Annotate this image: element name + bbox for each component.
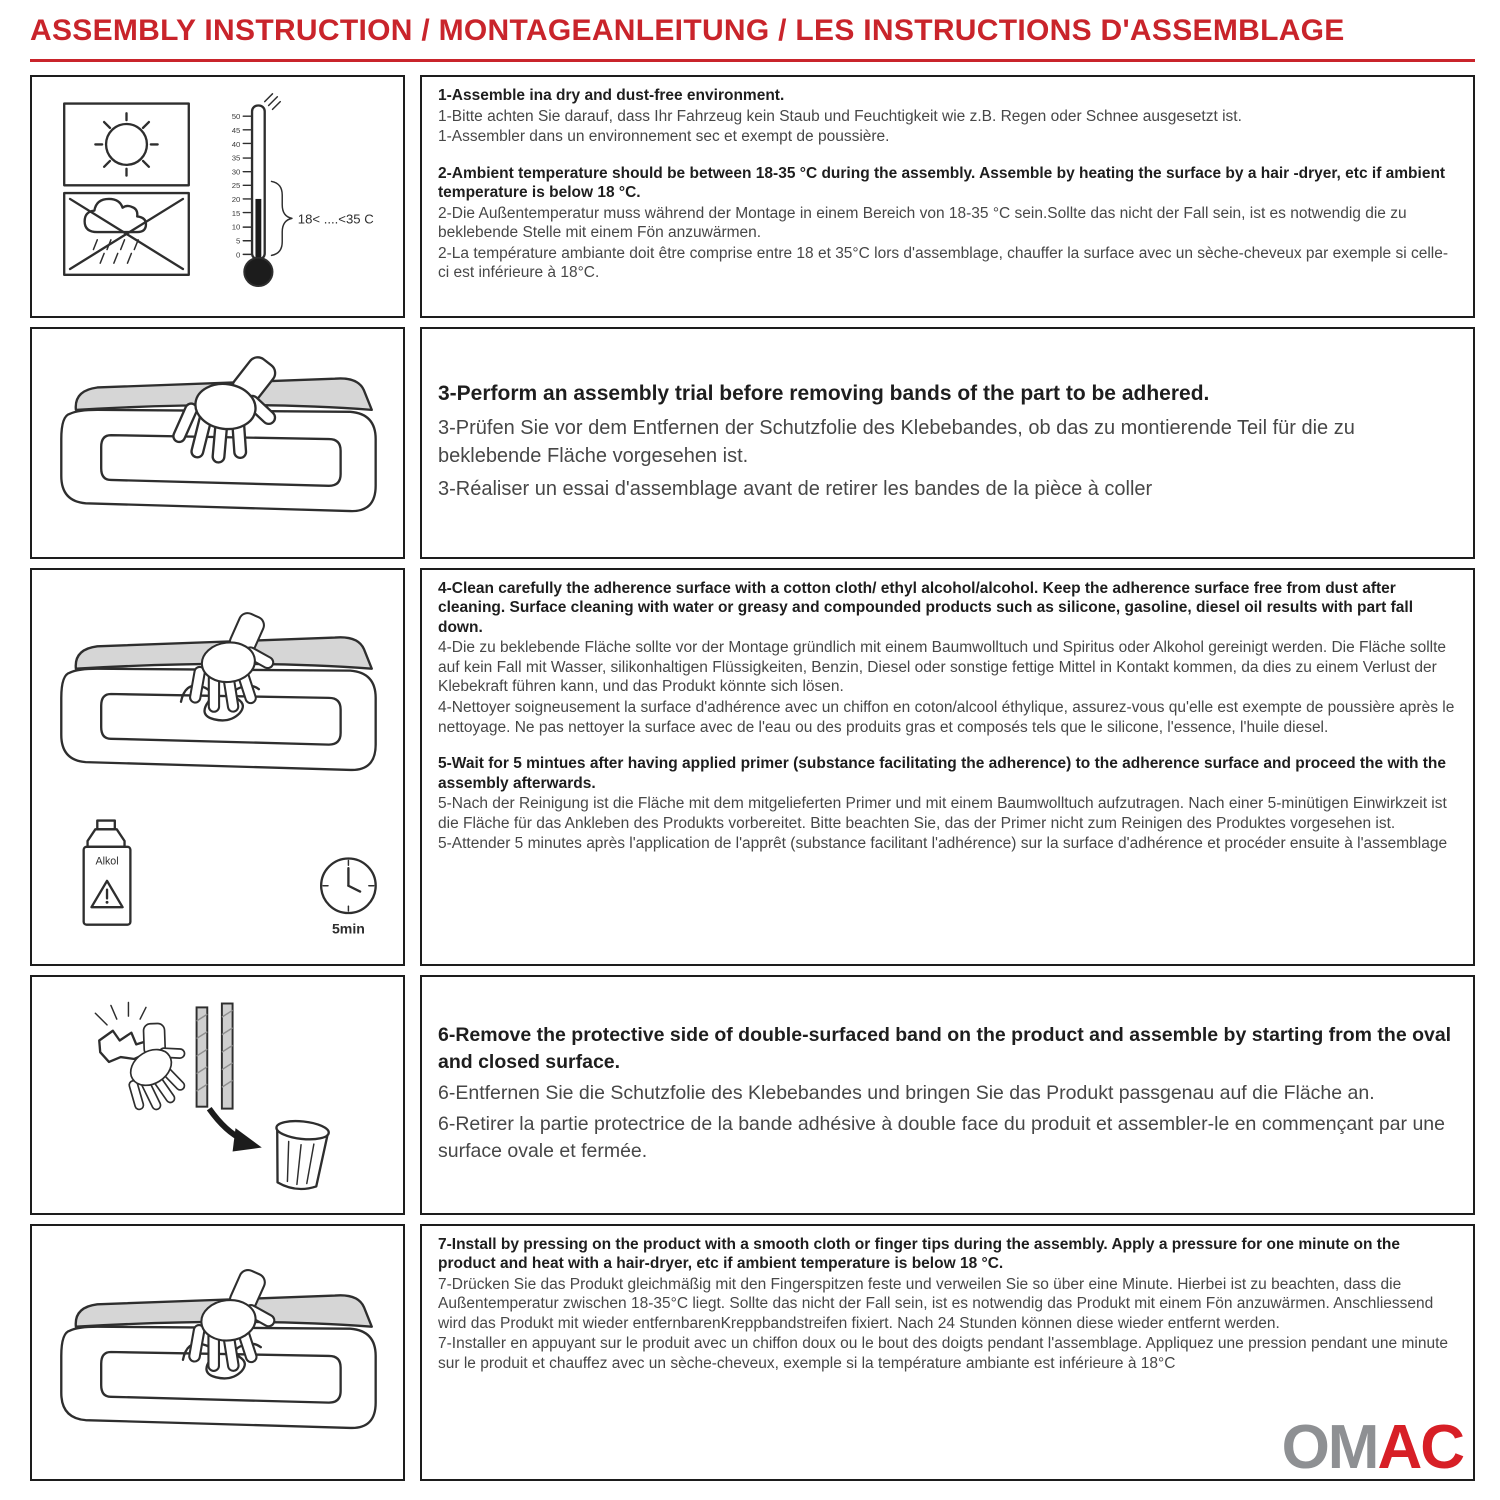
instruction-text: 2-La température ambiante doit être comprise entre 18 et 35°C lors d'assemblage, chauffer la surface avec un sèche-cheveux par exemple si celle-ci est inférieure à 18°C.	[438, 244, 1449, 282]
thermometer-scale-value: 20	[231, 195, 241, 205]
omac-logo-gray: OM	[1281, 1412, 1378, 1482]
instruction-text: 7-Drücken Sie das Produkt gleichmäßig mit den Fingerspitzen feste und verweilen Sie so über eine Minute. Hierbei ist zu beachten, dass die Außentemperatur zwischen 18-35°C liegt. Sollte das nicht der Fall sein, ist es notwendig das Produkt mit einem Fön anzuwärmen. Anschliessend wird das Produkt mit wieder entfernbarenKreppbandstreifen fixiert. Nach 24 Stunden können diese wieder entfernt werden.	[438, 1275, 1434, 1332]
instruction-text: 3-Réaliser un essai d'assemblage avant de retirer les bandes de la pièce à coller	[438, 477, 1153, 500]
thermometer-scale-value: 35	[231, 153, 241, 163]
instruction-heading: 6-Remove the protective side of double-surfaced band on the product and assemble by starting from the oval and closed surface.	[438, 1024, 1452, 1074]
instruction-heading: 1-Assemble ina dry and dust-free environment.	[438, 87, 785, 104]
thermometer-scale-value: 25	[231, 181, 241, 191]
thermometer-scale-value: 50	[231, 112, 241, 122]
wait-time-label: 5min	[331, 920, 365, 937]
instruction-text: 6-Entfernen Sie die Schutzfolie des Klebebandes und bringen Sie das Produkt passgenau auf die Fläche an.	[438, 1081, 1375, 1104]
clock-icon	[321, 858, 376, 913]
instruction-text: 3-Prüfen Sie vor dem Entfernen der Schutzfolie des Klebebandes, ob das zu montierende Teil für die zu beklebende Fläche vorgesehen ist.	[438, 416, 1355, 467]
trash-bin-icon	[270, 1119, 329, 1192]
instruction-text: 4-Nettoyer soigneusement la surface d'adhérence avec un chiffon en coton/alcool éthylique, assurez-vous qu'elle est exempte de poussière après le nettoyage. Ne pas nettoyer la surface avec de l'eau ou des produits gras et composés tels que le silicone, l'essence, l'huile diesel.	[438, 699, 1455, 736]
arrow-to-bin	[209, 1109, 262, 1152]
crinkle-lines	[95, 1002, 146, 1024]
document-header	[30, 4, 1475, 62]
thermometer-scale-value: 40	[231, 139, 241, 149]
instruction-text: 5-Attender 5 minutes après l'application de l'apprêt (substance facilitant l'adhérence) sur la surface d'adhérence et procéder ensuite à l'assemblage	[438, 835, 1448, 853]
thermometer-scale-value: 10	[231, 222, 241, 232]
instruction-heading: 3-Perform an assembly trial before removing bands of the part to be adhered.	[438, 382, 1210, 406]
thermometer-icon	[243, 94, 280, 286]
instructions-trial	[420, 327, 1475, 559]
instruction-sheet	[30, 75, 1475, 1481]
illustration-trial-fit	[30, 327, 405, 559]
sun-icon	[95, 113, 157, 175]
instruction-heading: 7-Install by pressing on the product with a smooth cloth or finger tips during the assembly. Apply a pressure for one minute on the product and heat with a hair-dryer, etc if ambient temperature is below 18 °C.	[438, 1235, 1400, 1273]
instruction-heading: 4-Clean carefully the adherence surface with a cotton cloth/ ethyl alcohol/alcohol. Keep the adherence surface free from dust after cleaning. Surface cleaning with water or greasy and compounded products such as silicone, gasoline, diesel oil results with part fall down.	[438, 579, 1414, 636]
illustration-environment	[30, 75, 405, 318]
section-remove-band	[30, 975, 1475, 1215]
instructions-remove-band	[420, 975, 1475, 1215]
thermometer-scale-value: 30	[231, 167, 241, 177]
section-assembly-trial	[30, 327, 1475, 559]
instructions-cleaning	[420, 568, 1475, 966]
bottle-label: Alkol	[95, 855, 119, 868]
omac-logo	[1281, 1412, 1463, 1482]
instructions-press	[420, 1224, 1475, 1481]
thermometer-ticks	[243, 116, 252, 254]
section-press-install	[30, 1224, 1475, 1481]
illustration-cleaning	[30, 568, 405, 966]
thermometer-scale-value: 45	[231, 125, 241, 135]
hand-icon	[99, 1012, 205, 1120]
instruction-text: 7-Installer en appuyant sur le produit avec un chiffon doux ou le bout des doigts pendant l'assemblage. Appliquez une pression pendant une minute sur le produit et chauffez avec un sèche-cheveux, exemple si la température ambiante est inférieure à 18°C	[438, 1335, 1449, 1372]
temperature-range-label: 18< ....<35 C	[297, 211, 374, 227]
thermometer-scale-value: 15	[231, 208, 241, 218]
illustration-remove-band	[30, 975, 405, 1215]
instruction-text: 1-Bitte achten Sie darauf, dass Ihr Fahrzeug kein Staub und Feuchtigkeit wie z.B. Regen oder Schnee ausgesetzt ist.	[438, 107, 1242, 125]
instructions-environment	[420, 75, 1475, 318]
instruction-text: 2-Die Außentemperatur muss während der Montage in einem Bereich von 18-35 °C sein.Sollte das nicht der Fall sein, ist es notwendig die zu beklebende Stelle mit einem Fön anzuwärmen.	[438, 204, 1407, 242]
instruction-text: 4-Die zu beklebende Fläche sollte vor der Montage gründlich mit einem Baumwolltuch und Spiritus oder Alkohol gereinigt werden. Die Fläche sollte auf kein Fall mit Wasser, silikonhaltigen Flüssigkeiten, Benzin, Diesel oder sonstige fettige Mittel in Kontakt kommen, da dies zu einem Verlust der Klebekraft führen kann, und das Produkt könnte sich lösen.	[438, 639, 1447, 696]
instruction-text: 6-Retirer la partie protectrice de la bande adhésive à double face du produit et assembler-le en commençant par une surface ovale et fermée.	[438, 1112, 1446, 1162]
page-title: ASSEMBLY INSTRUCTION / MONTAGEANLEITUNG / LES INSTRUCTIONS D'ASSEMBLAGE	[30, 14, 1345, 47]
adhesive-strips	[197, 1003, 233, 1108]
section-clean-primer	[30, 568, 1475, 966]
instruction-text: 1-Assembler dans un environnement sec et exempt de poussière.	[438, 128, 890, 146]
omac-logo-red: AC	[1377, 1412, 1463, 1482]
section-environment-temperature	[30, 75, 1475, 318]
no-rain-icon	[70, 199, 183, 269]
thermometer-scale-value: 0	[236, 250, 241, 260]
instruction-heading: 2-Ambient temperature should be between 18-35 °C during the assembly. Assemble by heating the surface by a hair -dryer, etc if ambient temperature is below 18 °C.	[438, 164, 1446, 202]
instruction-heading: 5-Wait for 5 mintues after having applied primer (substance facilitating the adherence) to the adherence surface and proceed the with the assembly afterwards.	[438, 755, 1446, 792]
thermometer-scale-value: 5	[236, 236, 241, 246]
illustration-press	[30, 1224, 405, 1481]
instruction-text: 5-Nach der Reinigung ist die Fläche mit dem mitgelieferten Primer und mit einem Baumwolltuch aufzutragen. Nach einer 5-minütigen Einwirkzeit ist die Fläche für das Ankleben des Produkts vorbereitet. Bitte beachten Sie, das der Primer nicht zum Reinigen des Produktes vorgesehen ist.	[438, 795, 1447, 832]
alcohol-bottle-icon	[84, 820, 131, 924]
range-bracket	[272, 181, 292, 255]
thermometer-scale	[232, 112, 241, 259]
